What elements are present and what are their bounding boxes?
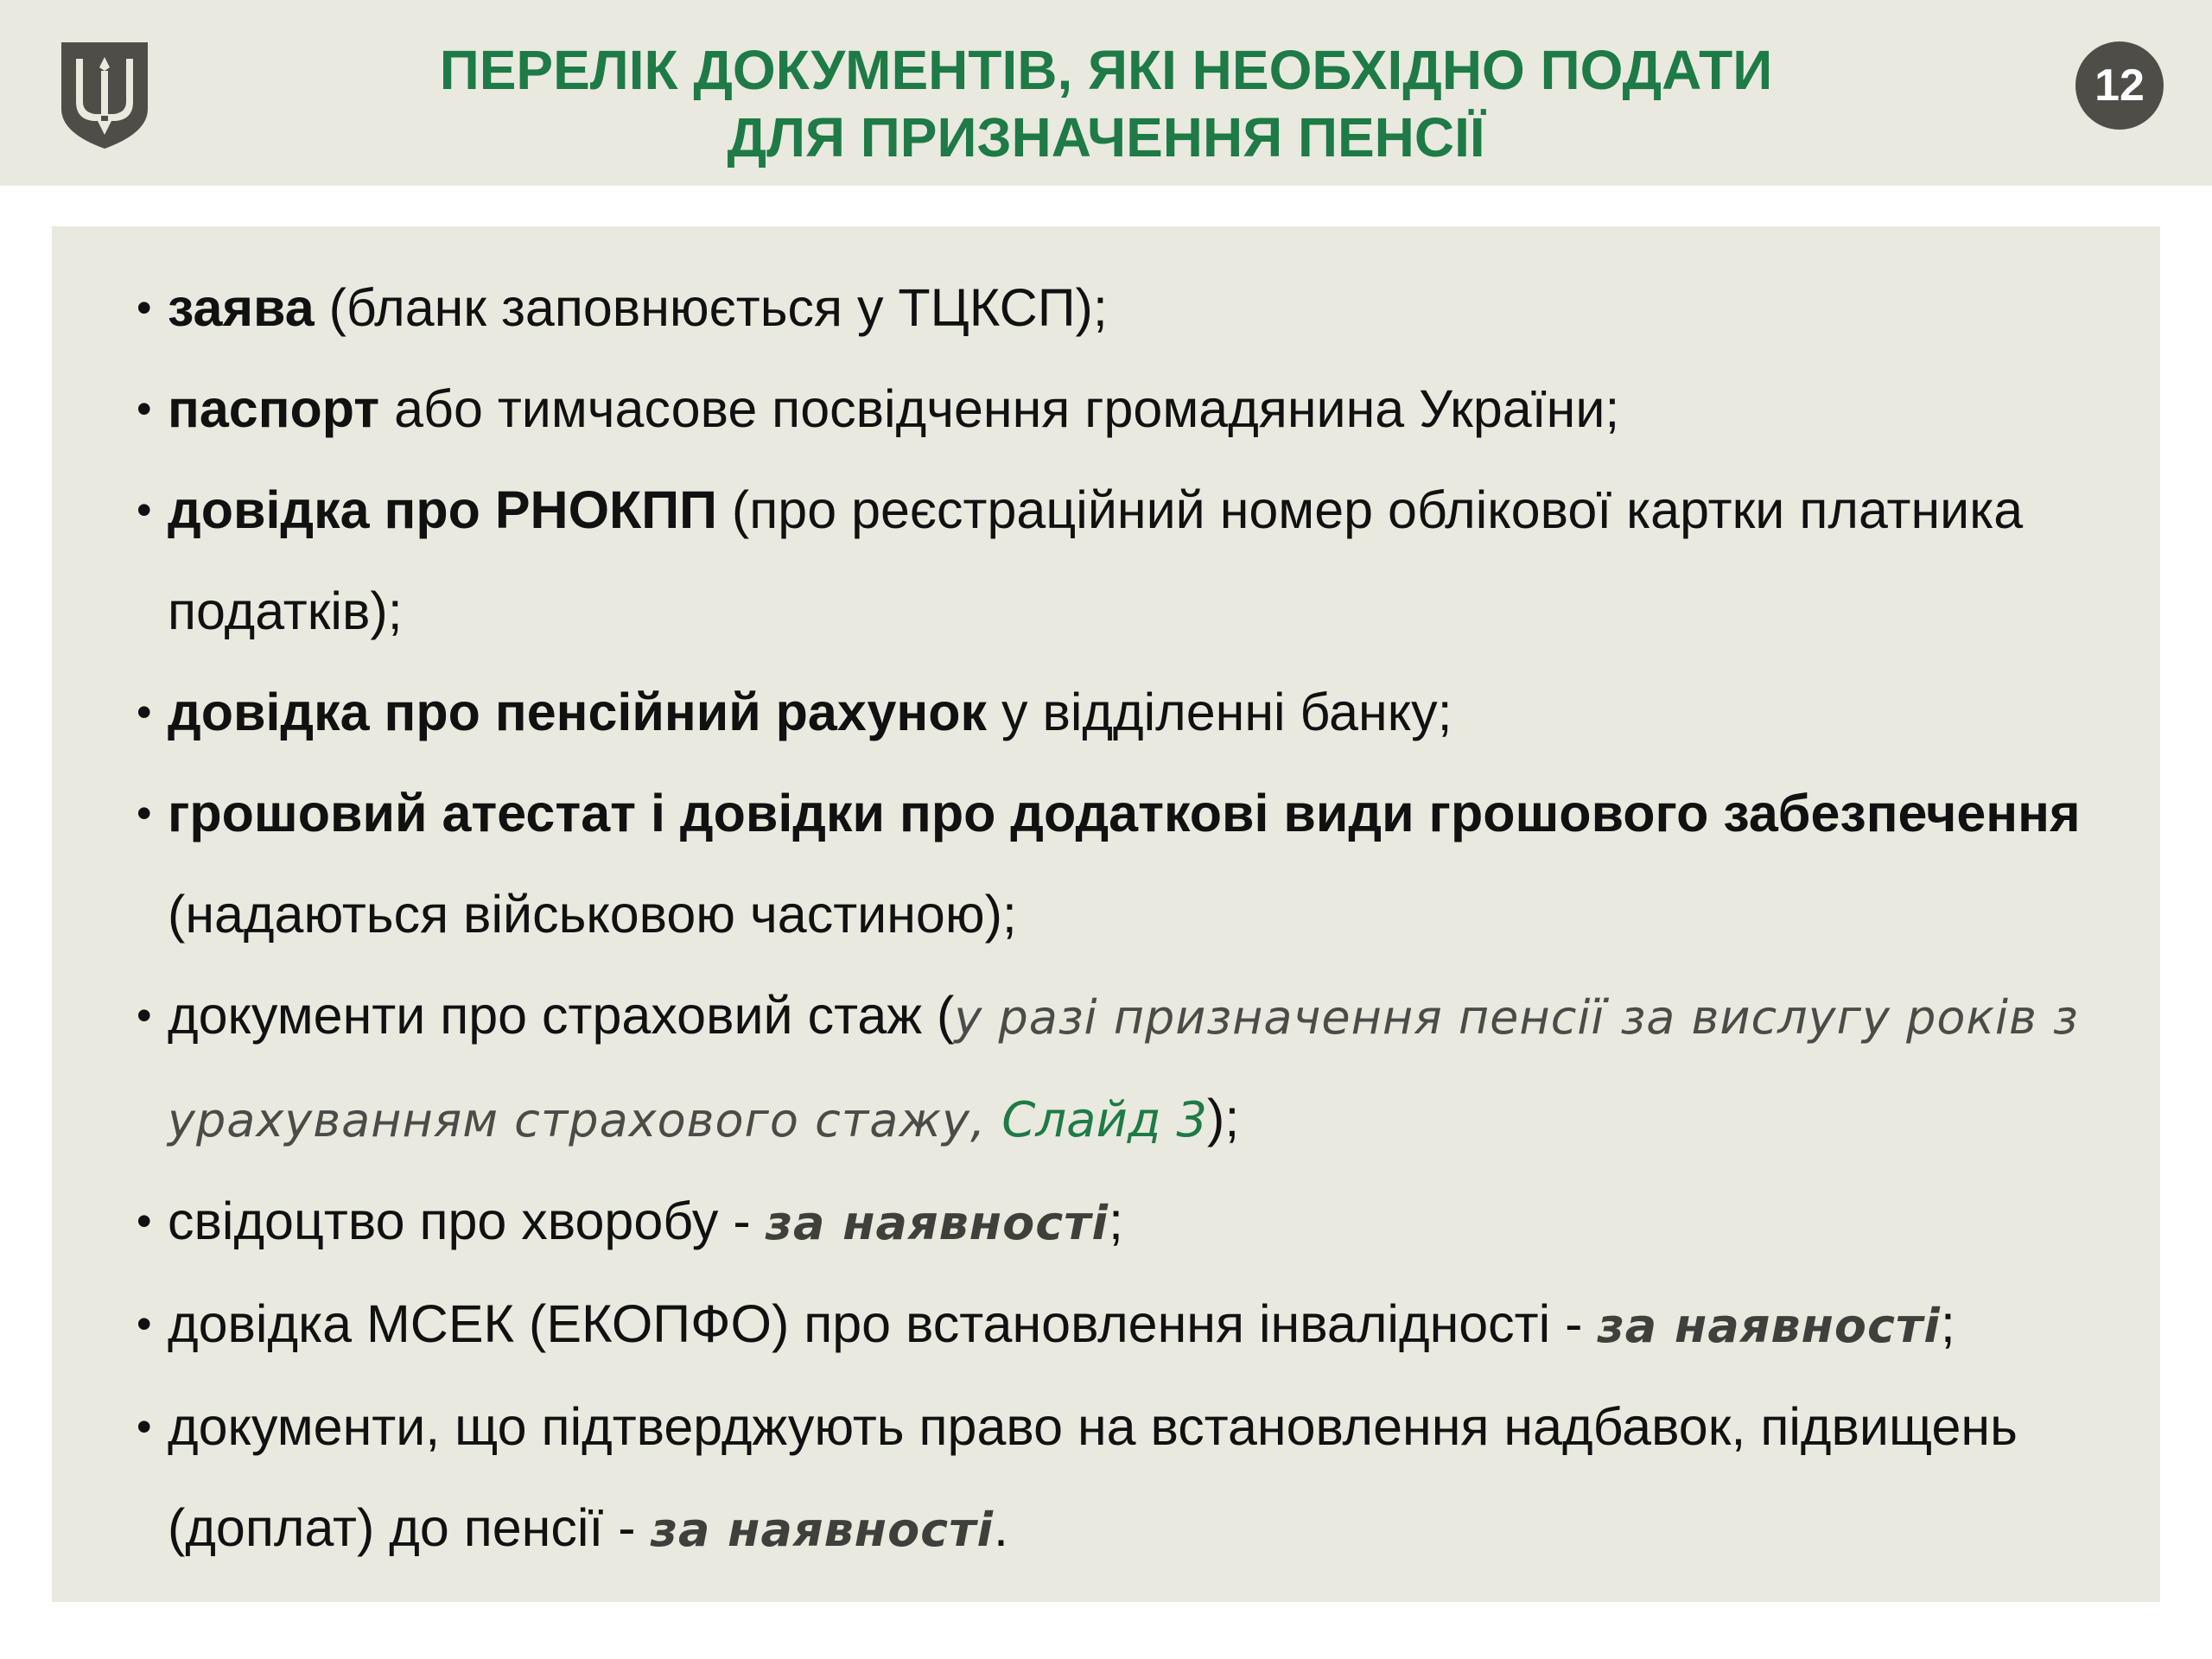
item-emphasis: за наявності [765, 1196, 1109, 1250]
list-item-insurance-record [52, 965, 2160, 1171]
item-bold-text: довідка про пенсійний рахунок [168, 683, 988, 741]
item-emphasis: за наявності [650, 1503, 994, 1557]
content-panel [52, 226, 2160, 1602]
slide-header [0, 0, 2212, 186]
bullet-icon: • [137, 1197, 152, 1245]
list-item-passport [52, 359, 2160, 460]
page-title [259, 36, 1953, 171]
item-text: або тимчасове посвідчення громадянина України; [379, 379, 1620, 438]
item-bold-text: заява [168, 278, 315, 337]
item-tail: . [994, 1498, 1008, 1557]
item-emphasis: за наявності [1597, 1299, 1941, 1353]
page-title-line-1: ПЕРЕЛІК ДОКУМЕНТІВ, ЯКІ НЕОБХІДНО ПОДАТИ [439, 39, 1773, 101]
list-item-money-certificate [52, 763, 2160, 965]
page-number-badge: 12 [2075, 41, 2164, 130]
item-tail: ); [1207, 1089, 1240, 1147]
documents-list [52, 257, 2160, 1580]
item-bold-text: довідка про РНОКПП [168, 480, 717, 539]
item-bold-text: паспорт [168, 379, 380, 438]
item-tail: ; [1940, 1294, 1955, 1353]
list-item-pension-account [52, 662, 2160, 763]
list-item-illness-certificate [52, 1171, 2160, 1274]
item-text: (надаються військовою частиною); [168, 885, 1017, 944]
trident-shield-icon [57, 38, 152, 150]
bullet-icon: • [137, 283, 152, 332]
bullet-icon: • [137, 991, 152, 1039]
item-text: документи, що підтверджують право на встановлення надбавок, підвищень (доплат) до пенсії - [168, 1397, 2018, 1557]
bullet-icon: • [137, 385, 152, 433]
item-text: (про реєстраційний номер облікової картки платника податків); [168, 480, 2024, 640]
item-text: свідоцтво про хворобу - [168, 1192, 766, 1250]
item-bold-text: грошовий атестат і довідки про додаткові види грошового забезпечення [168, 784, 2081, 842]
item-text: довідка МСЕК (ЕКОПФО) про встановлення інвалідності - [168, 1294, 1598, 1353]
bullet-icon: • [137, 688, 152, 736]
slide-3-link[interactable]: Слайд 3 [1001, 1092, 1208, 1148]
list-item-application [52, 257, 2160, 359]
list-item-allowance-documents [52, 1376, 2160, 1580]
item-tail: ; [1109, 1192, 1123, 1250]
list-item-rnokpp [52, 460, 2160, 662]
bullet-icon: • [137, 789, 152, 837]
bullet-icon: • [137, 486, 152, 534]
item-text: документи про страховий стаж ( [168, 986, 955, 1045]
list-item-msek-certificate [52, 1274, 2160, 1376]
bullet-icon: • [137, 1402, 152, 1451]
bullet-icon: • [137, 1300, 152, 1348]
item-italic-note: у разі призначення пенсії за вислугу років з урахуванням страхового стажу, [168, 990, 2079, 1147]
item-text: у відділенні банку; [987, 683, 1452, 741]
page-title-line-2: ДЛЯ ПРИЗНАЧЕННЯ ПЕНСІЇ [727, 106, 1485, 168]
item-text: (бланк заповнюється у ТЦКСП); [314, 278, 1108, 337]
